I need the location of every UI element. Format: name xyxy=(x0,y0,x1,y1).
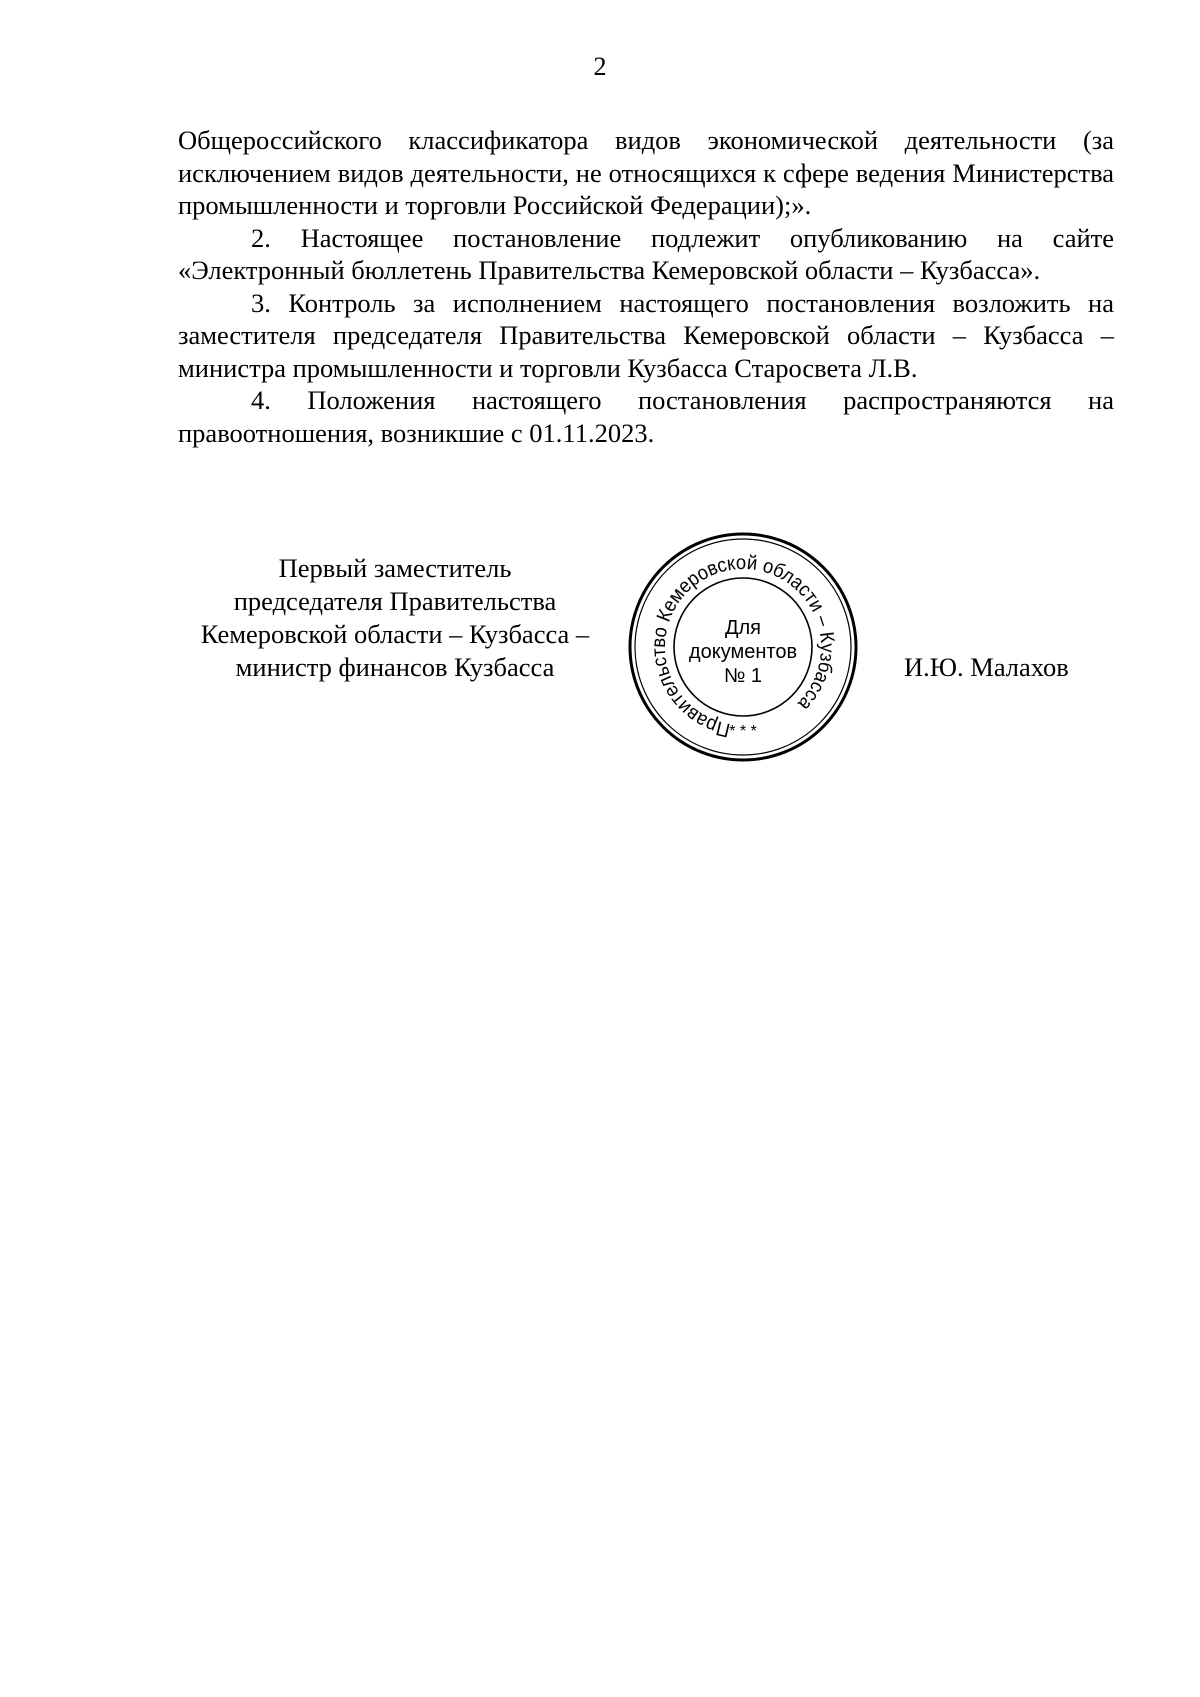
page-number: 2 xyxy=(593,52,607,81)
signer-position xyxy=(170,552,620,684)
signer-position-line: председателя Правительства xyxy=(233,586,557,616)
signer-position-line: Кемеровской области – Кузбасса – xyxy=(200,619,590,649)
signer-position-line: Первый заместитель xyxy=(278,553,512,583)
seal-center-line: № 1 xyxy=(723,665,763,687)
signer-position-line: министр финансов Кузбасса xyxy=(235,652,555,682)
seal-stars: * * * xyxy=(729,723,757,740)
official-seal xyxy=(627,531,859,763)
signer-name: И.Ю. Малахов xyxy=(904,652,1069,682)
seal-center-line: документов xyxy=(688,641,798,663)
seal-ring-text: Правительство Кемеровской области – Кузбасса xyxy=(647,551,839,741)
document-body xyxy=(178,124,1114,449)
paragraph-3: 3. Контроль за исполнением настоящего постановления возложить на заместителя председателя Правительства Кемеровской области – Кузбасса – министра промышленности и торговли Кузбасса Старосвета Л.В. xyxy=(178,287,1114,383)
paragraph-continuation: Общероссийского классификатора видов экономической деятельности (за исключением видов деятельности, не относящихся к сфере ведения Министерства промышленности и торговли Российской Федерации);». xyxy=(178,125,1114,220)
paragraph-4: 4. Положения настоящего постановления распространяются на правоотношения, возникшие с 01.11.2023. xyxy=(178,385,1114,448)
paragraph-2: 2. Настоящее постановление подлежит опубликованию на сайте «Электронный бюллетень Правительства Кемеровской области – Кузбасса». xyxy=(178,222,1114,285)
seal-center-line: Для xyxy=(724,617,762,639)
